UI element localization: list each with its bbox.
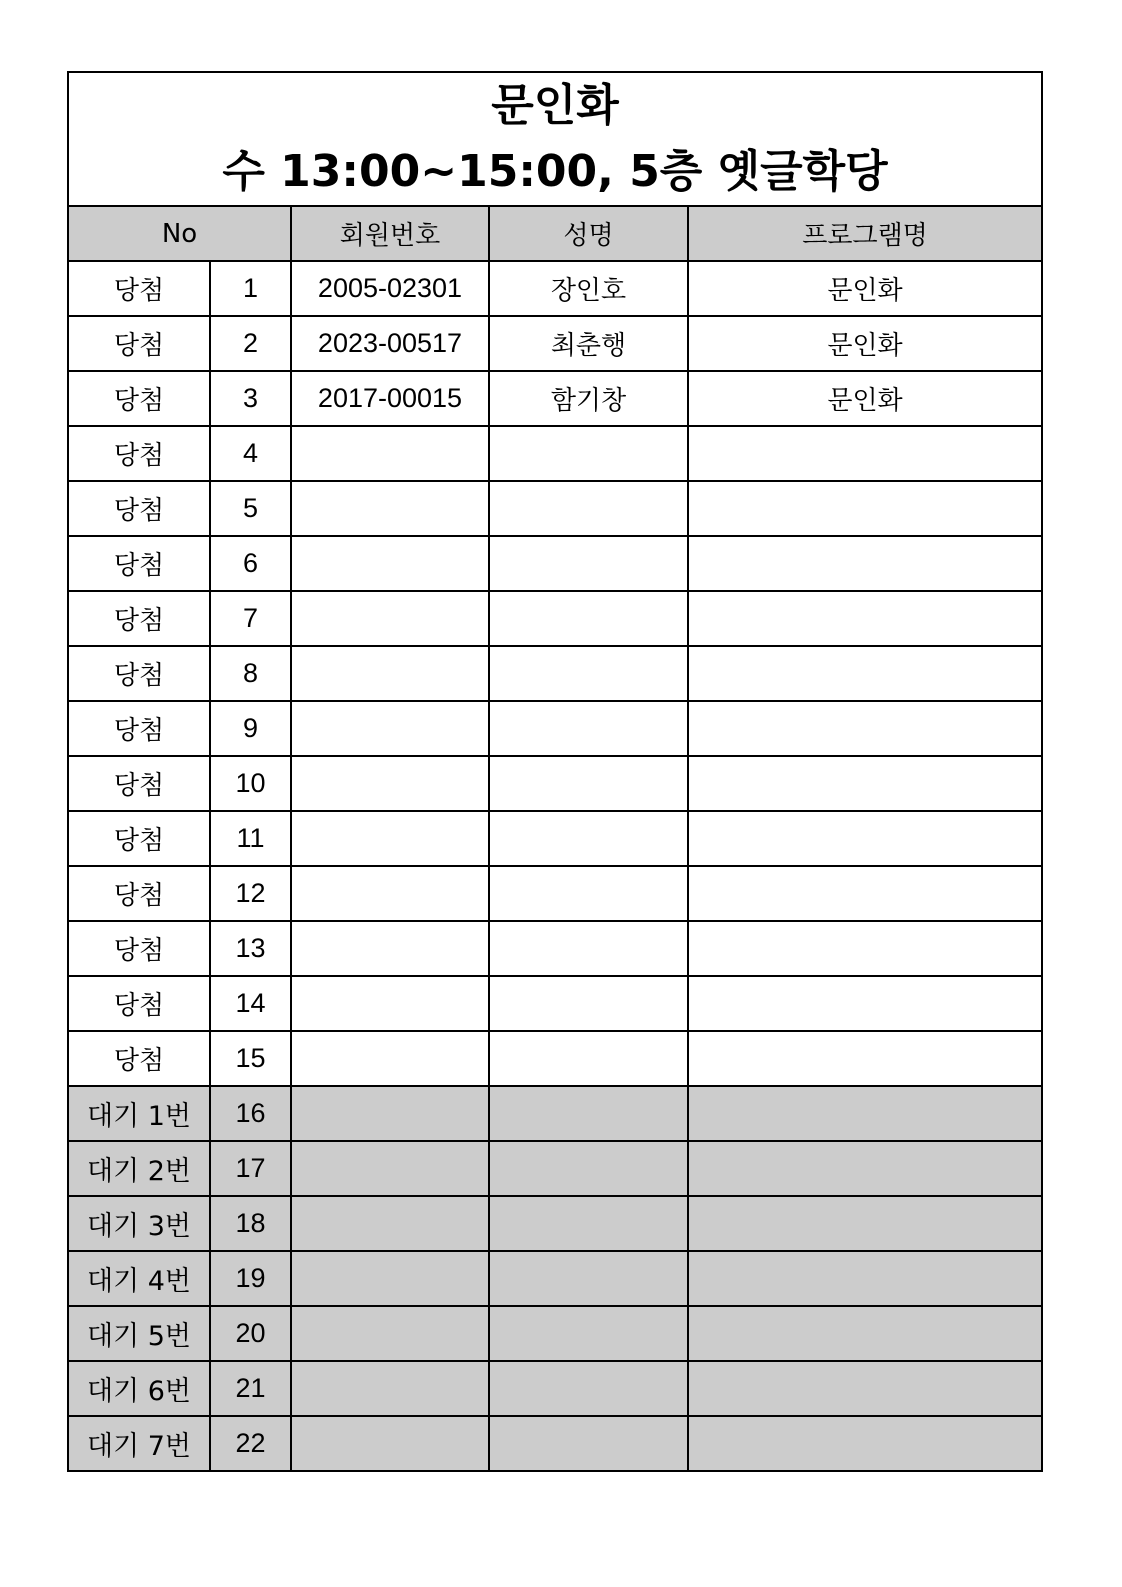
number-cell: 14 [210, 976, 291, 1031]
name-cell [489, 426, 688, 481]
number-cell: 16 [210, 1086, 291, 1141]
name-cell: 함기창 [489, 371, 688, 426]
number-cell: 15 [210, 1031, 291, 1086]
header-name: 성명 [489, 206, 688, 261]
program-cell [688, 481, 1042, 536]
winner-row [68, 426, 1042, 481]
waitlist-row [68, 1196, 1042, 1251]
program-cell [688, 591, 1042, 646]
member-id-cell [291, 1141, 489, 1196]
winner-row [68, 316, 1042, 371]
program-cell [688, 866, 1042, 921]
status-cell: 대기 2번 [68, 1141, 210, 1196]
status-cell: 당첨 [68, 1031, 210, 1086]
status-cell: 당첨 [68, 426, 210, 481]
member-id-cell [291, 426, 489, 481]
name-cell [489, 1416, 688, 1471]
winner-row [68, 1031, 1042, 1086]
member-id-cell [291, 866, 489, 921]
status-cell: 당첨 [68, 921, 210, 976]
name-cell [489, 1196, 688, 1251]
status-cell: 당첨 [68, 481, 210, 536]
status-cell: 당첨 [68, 866, 210, 921]
number-cell: 5 [210, 481, 291, 536]
status-cell: 당첨 [68, 811, 210, 866]
number-cell: 10 [210, 756, 291, 811]
member-id-cell [291, 1251, 489, 1306]
winner-row [68, 481, 1042, 536]
number-cell: 13 [210, 921, 291, 976]
name-cell [489, 591, 688, 646]
name-cell [489, 976, 688, 1031]
header-no: No [68, 206, 291, 261]
name-cell [489, 701, 688, 756]
winner-row [68, 701, 1042, 756]
name-cell [489, 811, 688, 866]
waitlist-row [68, 1361, 1042, 1416]
number-cell: 18 [210, 1196, 291, 1251]
program-cell [688, 976, 1042, 1031]
status-cell: 당첨 [68, 701, 210, 756]
number-cell: 8 [210, 646, 291, 701]
program-cell [688, 1086, 1042, 1141]
winner-row [68, 371, 1042, 426]
member-id-cell [291, 481, 489, 536]
member-id-cell [291, 1031, 489, 1086]
status-cell: 당첨 [68, 261, 210, 316]
winner-row [68, 261, 1042, 316]
member-id-cell [291, 811, 489, 866]
winner-row [68, 866, 1042, 921]
number-cell: 21 [210, 1361, 291, 1416]
winner-row [68, 536, 1042, 591]
number-cell: 4 [210, 426, 291, 481]
header-program: 프로그램명 [688, 206, 1042, 261]
winner-row [68, 756, 1042, 811]
name-cell [489, 1141, 688, 1196]
member-id-cell [291, 701, 489, 756]
member-id-cell: 2023-00517 [291, 316, 489, 371]
number-cell: 17 [210, 1141, 291, 1196]
winner-row [68, 976, 1042, 1031]
name-cell [489, 1361, 688, 1416]
name-cell: 장인호 [489, 261, 688, 316]
status-cell: 당첨 [68, 316, 210, 371]
header-member-id: 회원번호 [291, 206, 489, 261]
program-cell: 문인화 [688, 316, 1042, 371]
name-cell: 최춘행 [489, 316, 688, 371]
program-cell [688, 1306, 1042, 1361]
status-cell: 대기 3번 [68, 1196, 210, 1251]
member-id-cell [291, 921, 489, 976]
title-block [68, 72, 1042, 206]
status-cell: 당첨 [68, 536, 210, 591]
number-cell: 11 [210, 811, 291, 866]
number-cell: 6 [210, 536, 291, 591]
status-cell: 대기 7번 [68, 1416, 210, 1471]
name-cell [489, 1031, 688, 1086]
status-cell: 대기 1번 [68, 1086, 210, 1141]
table-header-row [68, 206, 1042, 261]
program-cell [688, 1361, 1042, 1416]
number-cell: 3 [210, 371, 291, 426]
member-id-cell [291, 536, 489, 591]
number-cell: 2 [210, 316, 291, 371]
member-id-cell [291, 756, 489, 811]
name-cell [489, 536, 688, 591]
waitlist-row [68, 1086, 1042, 1141]
member-id-cell [291, 1306, 489, 1361]
name-cell [489, 1306, 688, 1361]
program-cell [688, 1251, 1042, 1306]
program-cell [688, 921, 1042, 976]
program-cell [688, 811, 1042, 866]
number-cell: 22 [210, 1416, 291, 1471]
status-cell: 당첨 [68, 976, 210, 1031]
waitlist-row [68, 1416, 1042, 1471]
table-body [68, 261, 1042, 1471]
member-id-cell [291, 1361, 489, 1416]
status-cell: 대기 6번 [68, 1361, 210, 1416]
program-cell [688, 701, 1042, 756]
winner-row [68, 591, 1042, 646]
program-cell [688, 756, 1042, 811]
schedule-subtitle: 수 13:00~15:00, 5층 옛글학당 [222, 146, 888, 197]
name-cell [489, 1086, 688, 1141]
status-cell: 당첨 [68, 371, 210, 426]
member-id-cell [291, 591, 489, 646]
number-cell: 1 [210, 261, 291, 316]
name-cell [489, 646, 688, 701]
name-cell [489, 866, 688, 921]
number-cell: 12 [210, 866, 291, 921]
number-cell: 7 [210, 591, 291, 646]
number-cell: 19 [210, 1251, 291, 1306]
status-cell: 대기 4번 [68, 1251, 210, 1306]
status-cell: 당첨 [68, 756, 210, 811]
status-cell: 당첨 [68, 646, 210, 701]
results-table [67, 71, 1043, 1472]
program-cell [688, 1196, 1042, 1251]
member-id-cell [291, 1086, 489, 1141]
waitlist-row [68, 1251, 1042, 1306]
name-cell [489, 1251, 688, 1306]
program-cell [688, 1141, 1042, 1196]
member-id-cell: 2005-02301 [291, 261, 489, 316]
status-cell: 대기 5번 [68, 1306, 210, 1361]
member-id-cell [291, 1196, 489, 1251]
winner-row [68, 921, 1042, 976]
waitlist-row [68, 1306, 1042, 1361]
name-cell [489, 481, 688, 536]
name-cell [489, 921, 688, 976]
program-cell [688, 1416, 1042, 1471]
program-cell [688, 646, 1042, 701]
member-id-cell [291, 976, 489, 1031]
winner-row [68, 646, 1042, 701]
program-title: 문인화 [491, 80, 619, 131]
waitlist-row [68, 1141, 1042, 1196]
number-cell: 20 [210, 1306, 291, 1361]
winner-row [68, 811, 1042, 866]
lottery-result-sheet [67, 71, 1041, 1472]
program-cell [688, 1031, 1042, 1086]
status-cell: 당첨 [68, 591, 210, 646]
program-cell [688, 426, 1042, 481]
program-cell: 문인화 [688, 371, 1042, 426]
member-id-cell [291, 646, 489, 701]
number-cell: 9 [210, 701, 291, 756]
program-cell [688, 536, 1042, 591]
name-cell [489, 756, 688, 811]
member-id-cell [291, 1416, 489, 1471]
member-id-cell: 2017-00015 [291, 371, 489, 426]
program-cell: 문인화 [688, 261, 1042, 316]
